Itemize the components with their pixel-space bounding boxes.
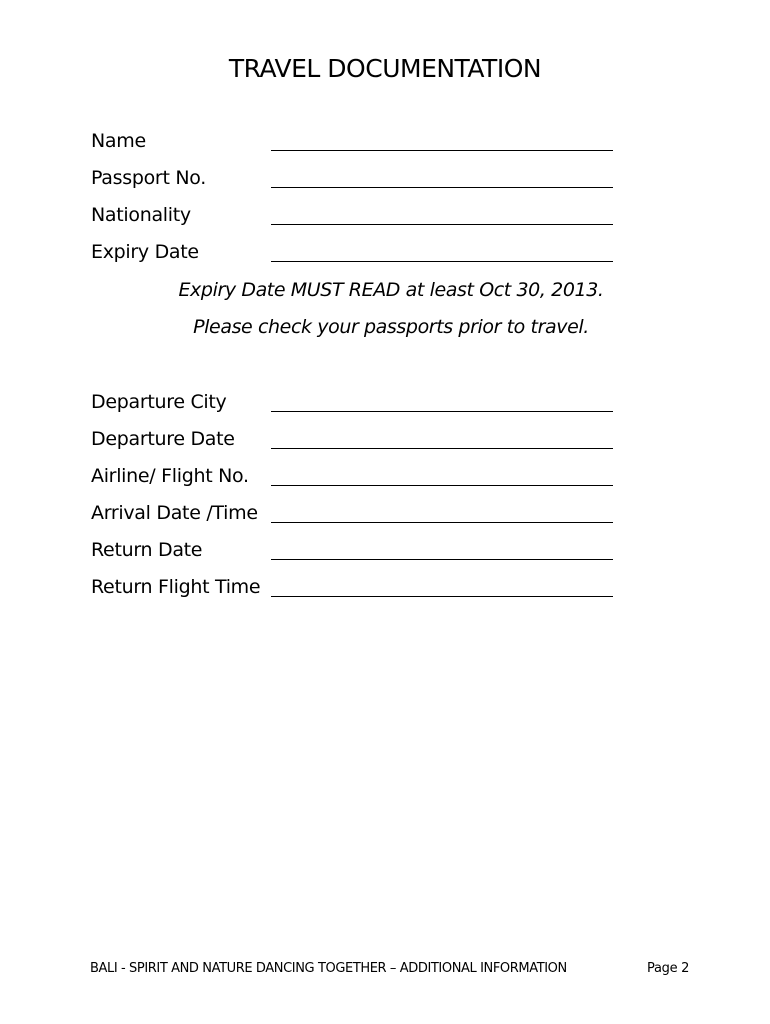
return-date-blank-line[interactable] bbox=[271, 559, 613, 560]
page-title: TRAVEL DOCUMENTATION bbox=[228, 54, 542, 83]
field-name bbox=[91, 130, 621, 160]
field-departure-date bbox=[91, 428, 621, 458]
expiry-requirement-note: Expiry Date MUST READ at least Oct 30, 2013. bbox=[178, 279, 604, 301]
field-label: Return Date bbox=[91, 539, 203, 561]
field-return-flight-time bbox=[91, 576, 621, 606]
return-flight-time-blank-line[interactable] bbox=[271, 596, 613, 597]
airline-flight-no-blank-line[interactable] bbox=[271, 485, 613, 486]
departure-city-blank-line[interactable] bbox=[271, 411, 613, 412]
footer-text: BALI - SPIRIT AND NATURE DANCING TOGETHER – ADDITIONAL INFORMATION bbox=[90, 961, 567, 976]
field-return-date bbox=[91, 539, 621, 569]
field-airline-flight-no bbox=[91, 465, 621, 495]
field-label: Airline/ Flight No. bbox=[91, 465, 249, 487]
field-nationality bbox=[91, 204, 621, 234]
field-label: Name bbox=[91, 130, 146, 152]
field-expiry-date bbox=[91, 241, 621, 271]
passport-check-note: Please check your passports prior to travel. bbox=[193, 316, 589, 338]
field-label: Passport No. bbox=[91, 167, 206, 189]
expiry-date-blank-line[interactable] bbox=[271, 261, 613, 262]
arrival-date-time-blank-line[interactable] bbox=[271, 522, 613, 523]
page-number: Page 2 bbox=[647, 961, 690, 976]
field-label: Arrival Date /Time bbox=[91, 502, 258, 524]
name-blank-line[interactable] bbox=[271, 150, 613, 151]
field-label: Nationality bbox=[91, 204, 191, 226]
field-departure-city bbox=[91, 391, 621, 421]
field-label: Departure City bbox=[91, 391, 227, 413]
field-arrival-date-time bbox=[91, 502, 621, 532]
field-label: Expiry Date bbox=[91, 241, 199, 263]
field-label: Return Flight Time bbox=[91, 576, 261, 598]
field-passport-no bbox=[91, 167, 621, 197]
departure-date-blank-line[interactable] bbox=[271, 448, 613, 449]
passport-no-blank-line[interactable] bbox=[271, 187, 613, 188]
nationality-blank-line[interactable] bbox=[271, 224, 613, 225]
field-label: Departure Date bbox=[91, 428, 235, 450]
